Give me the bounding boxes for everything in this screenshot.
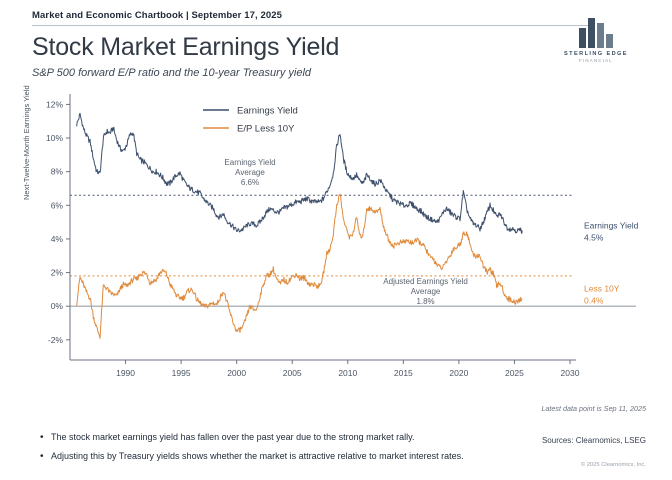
bullet-dot-icon: • — [40, 432, 44, 443]
adjusted-earnings-yield-average-line1: Adjusted Earnings Yield — [383, 276, 468, 286]
latest-data-note: Latest data point is Sep 11, 2025 — [541, 404, 646, 413]
earnings-yield-end-label: Earnings Yield — [584, 220, 639, 231]
less-10y-end-value: 0.4% — [584, 295, 604, 306]
earnings-yield-chart — [18, 88, 654, 398]
x-tick-label: 2010 — [338, 368, 358, 378]
legend-label-earnings-yield: Earnings Yield — [237, 105, 298, 117]
earnings-yield-end-value: 4.5% — [584, 232, 604, 243]
bullet-text: Adjusting this by Treasury yields shows whether the market is attractive relative to market interest rates. — [51, 451, 464, 462]
x-tick-label: 2020 — [449, 368, 469, 378]
brand-logo — [548, 14, 644, 63]
sources-text: Sources: Clearnomics, LSEG — [541, 436, 646, 445]
less-10y-end-label: Less 10Y — [584, 283, 620, 294]
y-tick-label: 6% — [50, 200, 63, 211]
adjusted-earnings-yield-average-value: 1.8% — [416, 296, 435, 306]
bullet-dot-icon: • — [40, 451, 44, 463]
chart-container — [18, 85, 654, 398]
x-tick-label: 2015 — [393, 368, 413, 378]
legend-label-ep-less-10y: E/P Less 10Y — [237, 123, 295, 135]
y-tick-label: 2% — [50, 267, 63, 278]
x-tick-label: 2000 — [227, 368, 247, 378]
y-tick-label: 12% — [45, 99, 63, 110]
x-tick-label: 1995 — [171, 368, 191, 378]
series-line-earnings-yield — [77, 113, 523, 233]
breadcrumb: Market and Economic Chartbook | September 17, 2025 — [32, 10, 592, 26]
logo-bars-icon — [548, 14, 644, 48]
earnings-yield-average-value: 6.6% — [240, 178, 260, 188]
x-tick-label: 2025 — [504, 368, 524, 378]
earnings-yield-average-line2: Average — [235, 168, 265, 178]
y-tick-label: 4% — [50, 233, 63, 244]
y-tick-label: -2% — [47, 334, 63, 345]
adjusted-earnings-yield-average-line2: Average — [410, 286, 441, 296]
page-subtitle: S&P 500 forward E/P ratio and the 10-year Treasury yield — [32, 67, 312, 79]
copyright-text: © 2025 Clearnomics, Inc. — [580, 462, 646, 468]
logo-subtitle: FINANCIAL — [579, 58, 613, 63]
x-tick-label: 2005 — [282, 368, 302, 378]
list-item — [40, 451, 470, 462]
earnings-yield-average-line1: Earnings Yield — [224, 158, 276, 168]
list-item — [40, 432, 470, 443]
y-tick-label: 8% — [50, 166, 63, 177]
y-tick-label: 0% — [50, 301, 63, 312]
page-title: Stock Market Earnings Yield — [32, 33, 340, 61]
x-tick-label: 2030 — [560, 368, 580, 378]
x-tick-label: 1990 — [116, 368, 136, 378]
commentary-list — [40, 432, 470, 471]
bullet-text: The stock market earnings yield has fallen over the past year due to the strong market rally. — [51, 432, 415, 442]
y-tick-label: 10% — [45, 133, 63, 144]
logo-name: STERLING EDGE — [564, 51, 628, 57]
y-axis-title: Next-Twelve-Month Earnings Yield — [22, 85, 31, 200]
